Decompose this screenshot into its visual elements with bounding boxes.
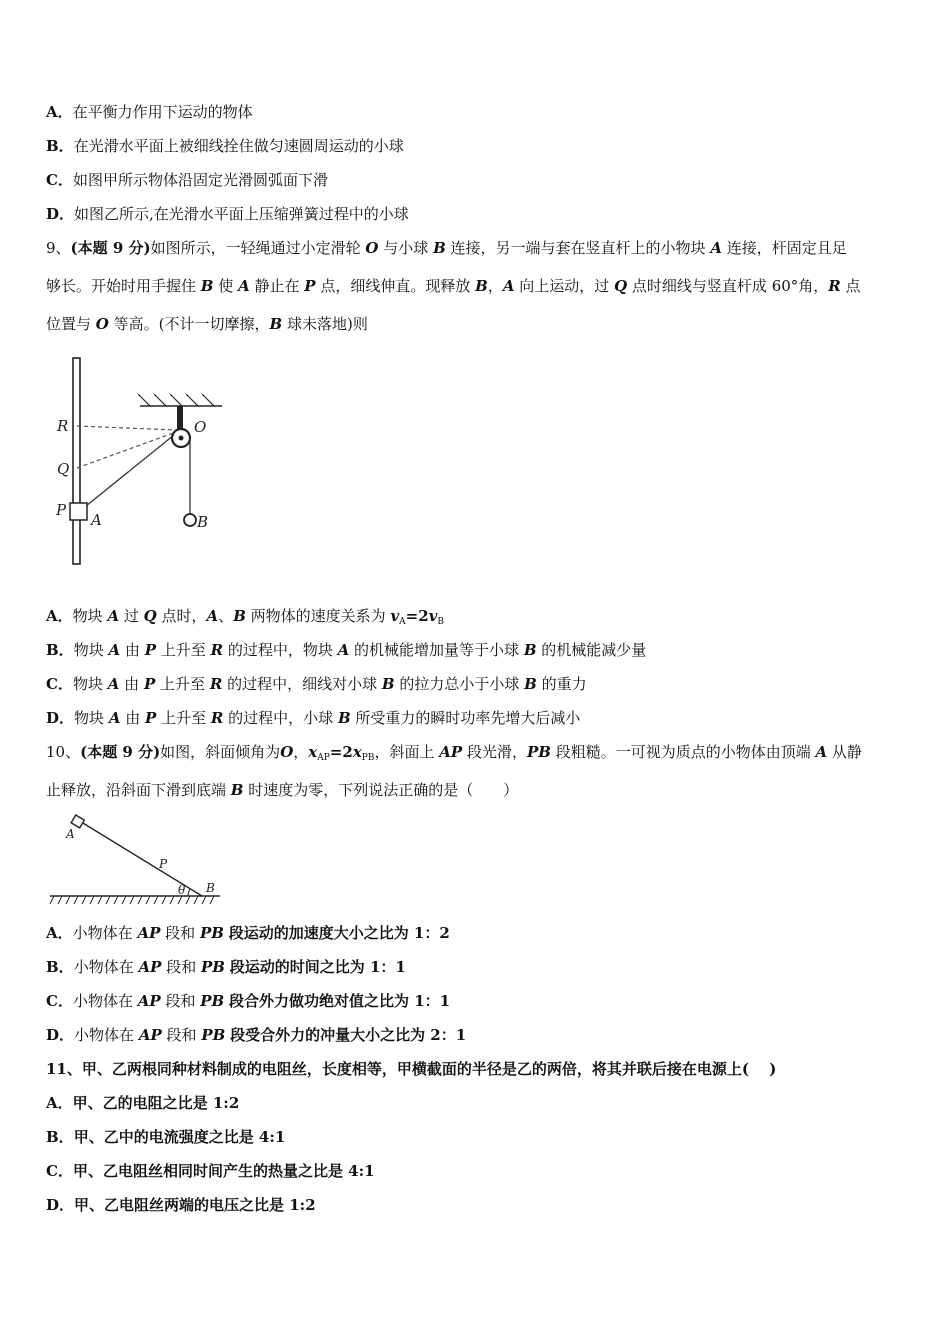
vertical-rod [73,358,80,564]
q9-stem-line-3: 位置与 O 等高。(不计一切摩擦，B 球未落地)则 [46,315,368,333]
angle-arc [188,889,190,896]
q10-incline-figure [44,812,229,912]
q8-option-c: C．如图甲所示物体沿固定光滑圆弧面下滑 [46,171,328,189]
incline-label-theta: θ [178,883,186,897]
q10-option-a: A．小物体在 AP 段和 PB 段运动的加速度大小之比为 1：2 [46,924,450,942]
q11-option-d: D．甲、乙电阻丝两端的电压之比是 1:2 [46,1196,316,1214]
label-a: A [91,511,102,529]
q8-option-a: A．在平衡力作用下运动的物体 [46,103,253,121]
rope-to-block [86,435,174,506]
label-p: P [56,501,67,519]
q9-stem-line-2: 够长。开始时用手握住 B 使 A 静止在 P 点，细线伸直。现释放 B，A 向上运动，过 Q 点时细线与竖直杆成 60°角，R 点 [46,277,861,295]
label-o: O [194,418,207,436]
q11-stem: 11、甲、乙两根同种材料制成的电阻丝，长度相等，甲横截面的半径是乙的两倍，将其并联后接在电源上( ) [46,1060,777,1078]
q10-stem-line-1: 10、(本题 9 分)如图，斜面倾角为O，$x_{AP}=2x_{PB}$，斜面上 AP 段光滑，PB 段粗糙。一可视为质点的小物体由顶端 A 从静 [46,743,862,763]
ball-b [184,514,196,526]
q11-option-c: C．甲、乙电阻丝相同时间产生的热量之比是 4:1 [46,1162,375,1180]
dashed-line-r [77,426,176,430]
q9-option-c: C．物块 A 由 P 上升至 R 的过程中，细线对小球 B 的拉力总小于小球 B 的重力 [46,675,587,693]
incline-label-a: A [66,827,75,841]
q9-stem-line-1: 9、(本题 9 分)如图所示，一轻绳通过小定滑轮 O 与小球 B 连接，另一端与套在竖直杆上的小物块 A 连接，杆固定且足 [46,239,847,257]
q10-option-c: C．小物体在 AP 段和 PB 段合外力做功绝对值之比为 1：1 [46,992,451,1010]
block-a [70,503,87,520]
small-block [71,815,84,828]
incline-label-p: P [159,857,168,871]
q11-option-b: B．甲、乙中的电流强度之比是 4:1 [46,1128,286,1146]
pulley-axle [179,436,184,441]
q8-option-b: B．在光滑水平面上被细线拴住做匀速圆周运动的小球 [46,137,404,155]
label-b: B [197,513,209,531]
q10-stem-line-2: 止释放，沿斜面下滑到底端 B 时速度为零，下列说法正确的是（ ） [46,781,519,799]
q10-option-d: D．小物体在 AP 段和 PB 段受合外力的冲量大小之比为 2：1 [46,1026,467,1044]
label-r: R [57,417,69,435]
q9-option-a: A．物块 A 过 Q 点时，A、B 两物体的速度关系为 $v_A=2v_B$ [46,607,445,627]
ground-hatching [50,896,214,904]
q9-option-b: B．物块 A 由 P 上升至 R 的过程中，物块 A 的机械能增加量等于小球 B 的机械能减少量 [46,641,647,659]
q9-pulley-figure [50,352,240,572]
q8-option-d: D．如图乙所示,在光滑水平面上压缩弹簧过程中的小球 [46,205,409,223]
ceiling-hatching [138,394,214,406]
incline-label-b: B [206,881,215,895]
label-q: Q [57,460,70,478]
dashed-line-q [77,432,176,468]
q10-option-b: B．小物体在 AP 段和 PB 段运动的时间之比为 1：1 [46,958,406,976]
q9-option-d: D．物块 A 由 P 上升至 R 的过程中，小球 B 所受重力的瞬时功率先增大后减小 [46,709,581,727]
q11-option-a: A．甲、乙的电阻之比是 1:2 [46,1094,240,1112]
